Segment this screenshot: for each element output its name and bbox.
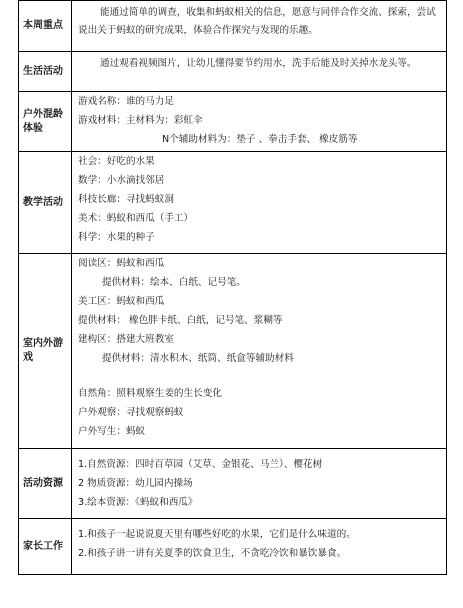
row-content — [72, 152, 447, 254]
row-label: 家长工作 — [19, 519, 72, 575]
list-item: N个辅助材料为：垫子 、拳击手套、 橡皮筋等 — [162, 134, 358, 145]
row-content — [72, 449, 447, 519]
list-item: 游戏名称：谁的马力足 — [78, 96, 174, 107]
row-label: 生活活动 — [19, 52, 72, 92]
blank-line — [78, 368, 442, 384]
focus-text: 能通过简单的调查，收集和蚂蚁相关的信息，愿意与同伴合作交流、探索，尝试说出关于蚂蚁的研究成果，体验合作探究与发现的乐趣。 — [78, 7, 436, 36]
row-content — [72, 254, 447, 449]
row-content — [72, 519, 447, 575]
list-item: 提供材料：绘本、白纸、记号笔。 — [102, 277, 246, 288]
list-item: 科技长廊：寻找蚂蚁洞 — [78, 194, 174, 205]
row-label: 室内外游戏 — [19, 254, 72, 449]
list-item: 社会：好吃的水果 — [78, 156, 155, 167]
list-item: 美术：蚂蚁和西瓜（手工） — [78, 213, 194, 224]
row-label: 教学活动 — [19, 152, 72, 254]
row-label: 户外混龄体验 — [19, 92, 72, 152]
row-teaching — [19, 152, 447, 254]
row-outdoor-sports — [19, 92, 447, 152]
list-item: 数学：小水滴找邻居 — [78, 175, 165, 186]
row-label: 活动资源 — [19, 449, 72, 519]
list-item: 提供材料：清水积木、纸筒、纸盒等辅助材料 — [102, 353, 294, 364]
row-label: 本周重点 — [19, 1, 72, 52]
list-item: 2.和孩子讲一讲有关夏季的饮食卫生，不贪吃冷饮和暴饮暴食。 — [78, 548, 347, 559]
list-item: 户外写生：蚂蚁 — [78, 426, 146, 437]
row-resources — [19, 449, 447, 519]
weekly-plan-table — [18, 0, 447, 575]
row-content — [72, 52, 447, 92]
row-indoor-outdoor — [19, 254, 447, 449]
list-item: 1.和孩子一起说说夏天里有哪些好吃的水果，它们是什么味道的。 — [78, 529, 356, 540]
list-item: 美工区：蚂蚁和西瓜 — [78, 296, 165, 307]
list-item: 游戏材料：主材料为：彩虹伞 — [78, 115, 203, 126]
list-item: 建构区：搭建大班教室 — [78, 334, 174, 345]
list-item: 1.自然资源：四时百草园（艾草、金银花、马兰）、樱花树 — [78, 459, 323, 470]
row-focus — [19, 1, 447, 52]
list-item: 阅读区：蚂蚁和西瓜 — [78, 258, 165, 269]
row-parents — [19, 519, 447, 575]
row-content — [72, 1, 447, 52]
list-item: 科学：水果的种子 — [78, 232, 155, 243]
list-item: 户外观察：寻找观察蚂蚁 — [78, 407, 184, 418]
row-life — [19, 52, 447, 92]
list-item: 提供材料： 橡色胖卡纸、白纸，记号笔、浆糊等 — [78, 315, 283, 326]
list-item: 2 物质资源：幼儿园内操场 — [78, 478, 193, 489]
list-item: 自然角：照料观察生姜的生长变化 — [78, 388, 222, 399]
list-item: 3.绘本资源：《蚂蚁和西瓜》 — [78, 497, 198, 508]
life-text: 通过观看视频图片，让幼儿懂得要节约用水，洗手后能及时关掉水龙头等。 — [100, 58, 417, 69]
row-content — [72, 92, 447, 152]
